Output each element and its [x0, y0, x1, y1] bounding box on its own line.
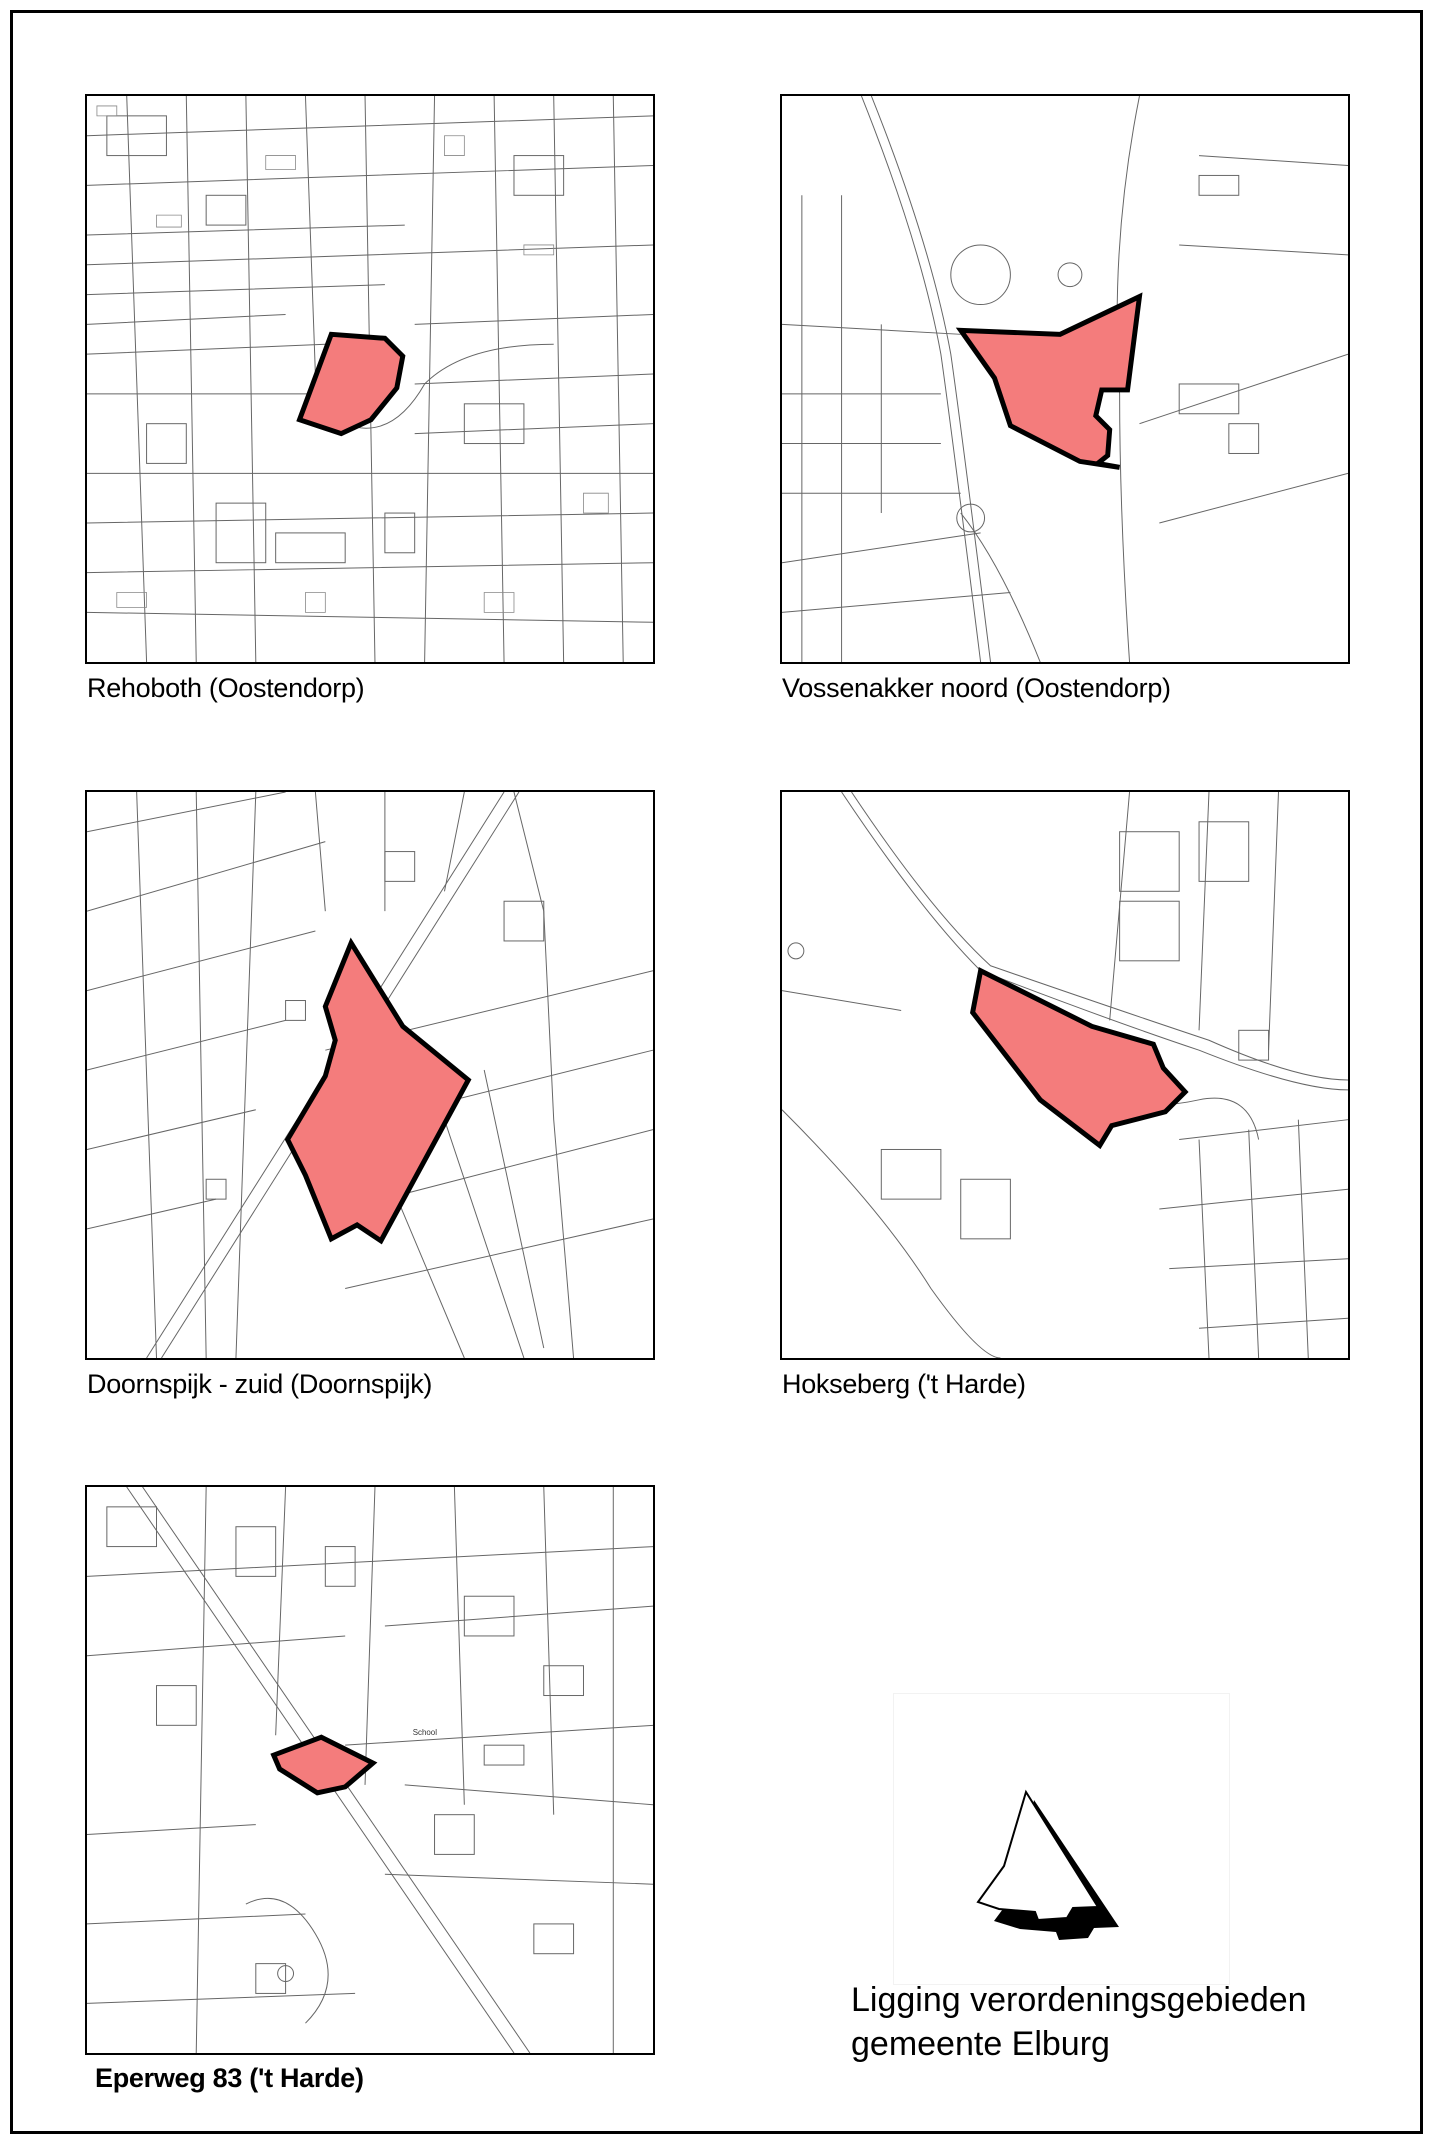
map-doornspijk: [85, 790, 655, 1360]
tree-triangle-logo-icon: [972, 1782, 1147, 1942]
map-rehoboth: [85, 94, 655, 664]
legend-title: [851, 1978, 1307, 2066]
area-polygon: [973, 971, 1185, 1146]
map-caption: Eperweg 83 ('t Harde): [95, 2063, 364, 2093]
area-polygon: [274, 1737, 373, 1793]
map-school-label: School: [412, 1728, 437, 1738]
map-caption: Vossenakker noord (Oostendorp): [782, 673, 1171, 703]
legend-line-2: gemeente Elburg: [851, 2025, 1110, 2063]
legend-line-1: Ligging verordeningsgebieden: [851, 1981, 1307, 2019]
map-caption: Doornspijk - zuid (Doornspijk): [87, 1369, 433, 1399]
map-caption: Rehoboth (Oostendorp): [87, 673, 365, 703]
map-vossenakker: [780, 94, 1350, 664]
area-polygon: [961, 297, 1140, 468]
map-streets: [87, 1487, 653, 2053]
map-hokseberg: [780, 790, 1350, 1360]
map-caption: Hokseberg ('t Harde): [782, 1369, 1026, 1399]
area-polygon: [288, 943, 469, 1241]
map-eperweg: [85, 1485, 655, 2055]
